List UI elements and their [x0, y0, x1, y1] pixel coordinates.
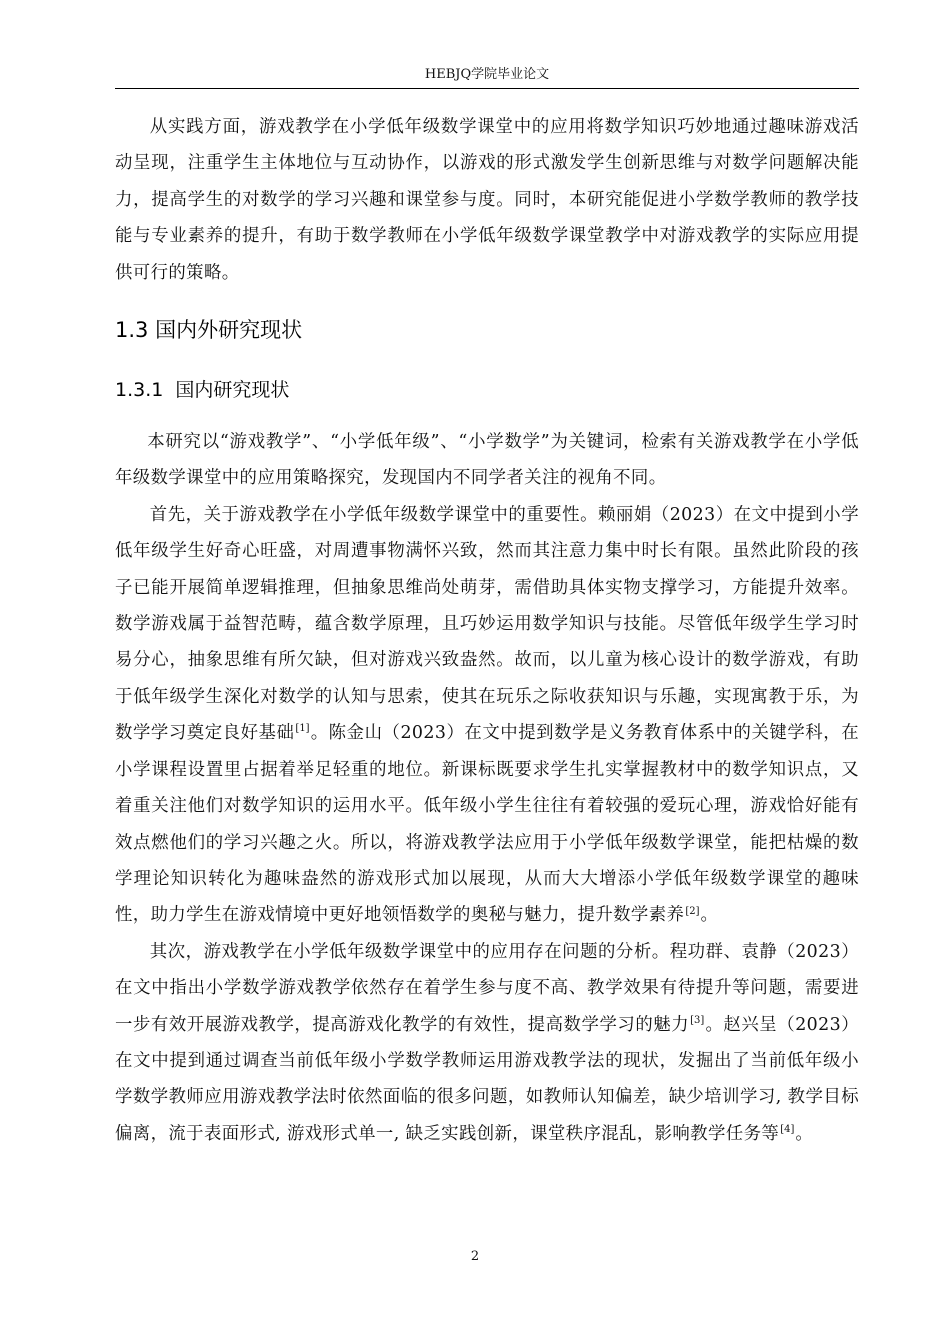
section-heading: 1.3 国内外研究现状 [115, 318, 303, 343]
paragraph-practice: 从实践方面，游戏教学在小学低年级数学课堂中的应用将数学知识巧妙地通过趣味游戏活动呈现，注重学生主体地位与互动协作，以游戏的形式激发学生创新思维与对数学问题解决能力，提高学生的对数学的学习兴趣和课堂参与度。同时，本研究能促进小学数学教师的教学技能与专业素养的提升，有助于数学教师在小学低年级数学课堂教学中对游戏教学的实际应用提供可行的策略。 [115, 117, 859, 283]
citation-1: [1] [295, 723, 310, 735]
paragraph-importance-text-3: 。 [700, 905, 719, 926]
citation-2: [2] [685, 905, 700, 917]
running-header: HEBJQ学院毕业论文 [424, 67, 550, 82]
subsection-heading [115, 376, 859, 404]
paragraph-importance-text-2: 。陈金山（2023）在文中提到数学是义务教育体系中的关键学科，在小学课程设置里占据着举足轻重的地位。新课标既要求学生扎实掌握教材中的数学知识点，又着重关注他们对数学知识的运用水平。低年级小学生往往有着较强的爱玩心理，游戏恰好能有效点燃他们的学习兴趣之火。所以，将游戏教学法应用于小学低年级数学课堂，能把枯燥的数学理论知识转化为趣味盎然的游戏形式加以展现，从而大大增添小学低年级数学课堂的趣味性，助力学生在游戏情境中更好地领悟数学的奥秘与魅力，提升数学素养 [115, 723, 859, 926]
paragraph-keywords: 本研究以“游戏教学”、“小学低年级”、“小学数学”为关键词，检索有关游戏教学在小学低年级数学课堂中的应用策略探究，发现国内不同学者关注的视角不同。 [115, 432, 859, 489]
body-content [115, 109, 859, 1152]
paragraph-importance-text-1: 首先，关于游戏教学在小学低年级数学课堂中的重要性。赖丽娟（2023）在文中提到小学低年级学生好奇心旺盛，对周遭事物满怀兴致，然而其注意力集中时长有限。虽然此阶段的孩子已能开展简单逻辑推理，但抽象思维尚处萌芽，需借助具体实物支撑学习，方能提升效率。数学游戏属于益智范畴，蕴含数学原理，且巧妙运用数学知识与技能。尽管低年级学生学习时易分心，抽象思维有所欠缺，但对游戏兴致盎然。故而，以儿童为核心设计的数学游戏，有助于低年级学生深化对数学的认知与思索，使其在玩乐之际收获知识与乐趣，实现寓教于乐，为数学学习奠定良好基础 [115, 504, 859, 744]
paragraph-importance [115, 497, 859, 934]
citation-3: [3] [690, 1014, 705, 1026]
header-rule [115, 88, 859, 89]
citation-4: [4] [780, 1123, 795, 1135]
paragraph-problems-text-2: 。赵兴呈（2023）在文中提到通过调查当前低年级小学数学教师运用游戏教学法的现状，发掘出了当前低年级小学数学教师应用游戏教学法时依然面临的很多问题，如教师认知偏差，缺少培训学习, 教学目标偏离，流于表面形式, 游戏形式单一, 缺乏实践创新，课堂秩序混乱，影响教学任务等 [115, 1014, 859, 1144]
paragraph-problems-text-1: 其次，游戏教学在小学低年级数学课堂中的应用存在问题的分析。程功群、袁静（2023）在文中指出小学数学游戏教学依然存在着学生参与度不高、教学效果有待提升等问题，需要进一步有效开展游戏教学，提高游戏化教学的有效性，提高数学学习的魅力 [115, 941, 859, 1035]
page-number: 2 [470, 1249, 480, 1264]
subsection-number: 1.3.1 [115, 379, 164, 402]
paragraph-problems-text-3: 。 [795, 1123, 814, 1144]
paragraph-problems [115, 934, 859, 1152]
subsection-title: 国内研究现状 [175, 379, 290, 402]
